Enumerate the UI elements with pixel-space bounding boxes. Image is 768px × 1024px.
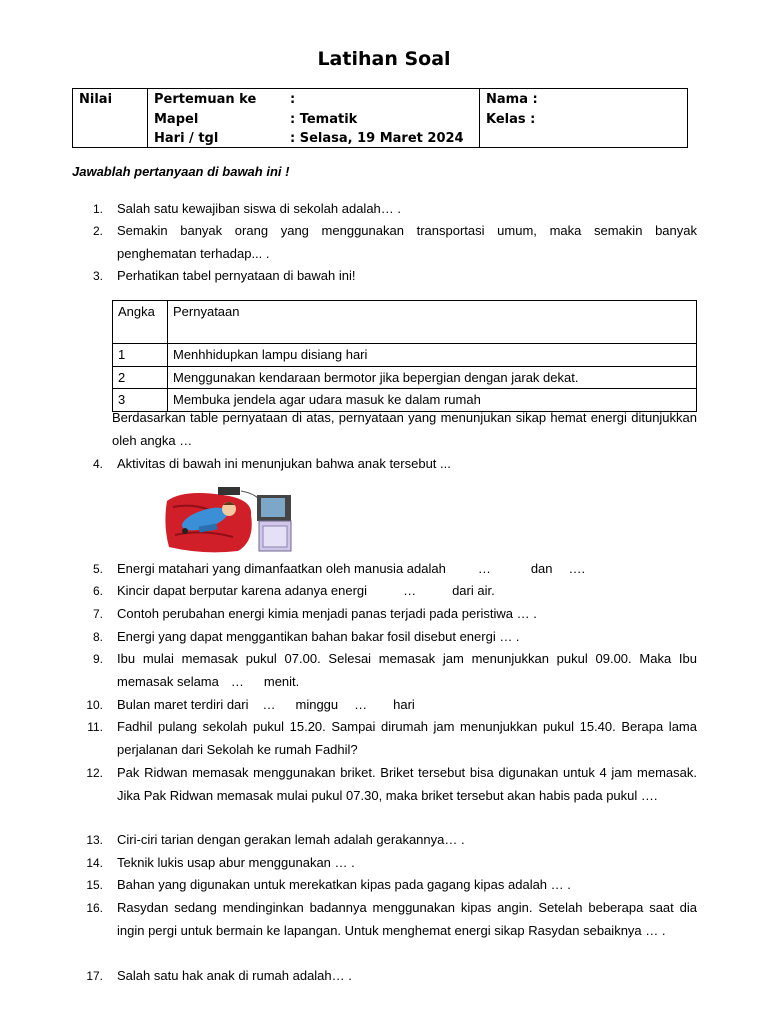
after-table-text: Berdasarkan table pernyataan di atas, pernyataan yang menunjukan sikap hemat energi ditunjukkan oleh angka … [112, 410, 697, 448]
question-text: Ciri-ciri tarian dengan gerakan lemah adalah gerakannya… . [117, 832, 465, 847]
question-text [117, 648, 697, 693]
table-cell: Membuka jendela agar udara masuk ke dalam rumah [168, 389, 697, 412]
answer-blank: … [262, 697, 276, 712]
table-cell: 3 [113, 389, 168, 412]
pertemuan-label: Pertemuan ke [154, 92, 257, 107]
question-number: 1. [92, 202, 103, 216]
question-number: 4. [92, 457, 103, 471]
question-text [117, 694, 697, 717]
question-text: Teknik lukis usap abur menggunakan … . [117, 855, 355, 870]
question-text-mid: menit. [263, 673, 300, 689]
nilai-label: Nilai [79, 92, 113, 107]
question-number: 14. [86, 856, 103, 870]
nama-label: Nama : [486, 92, 538, 107]
table-header-cell: Angka [113, 301, 168, 344]
instruction: Jawablah pertanyaan di bawah ini ! [72, 164, 290, 179]
kelas-label: Kelas : [486, 111, 536, 127]
answer-blank: …. [568, 561, 586, 576]
question-text [117, 580, 697, 603]
mapel-value: : Tematik [290, 111, 358, 127]
question-text: Aktivitas di bawah ini menunjukan bahwa anak tersebut ... [117, 456, 451, 471]
question-number: 3. [92, 269, 103, 283]
question-text: Bahan yang digunakan untuk merekatkan kipas pada gagang kipas adalah … . [117, 877, 571, 892]
table-header-row [113, 301, 697, 344]
answer-blank: … [230, 673, 244, 689]
question-number: 17. [86, 969, 103, 983]
question-text-end: hari [393, 697, 415, 712]
answer-blank: … [403, 583, 417, 598]
question-text: Salah satu hak anak di rumah adalah… . [117, 968, 352, 983]
question-text-main: Bulan maret terdiri dari [117, 697, 249, 712]
child-watching-tv-illustration-icon [163, 485, 298, 555]
question-text [117, 558, 697, 581]
mapel-label: Mapel [154, 111, 199, 127]
question-number: 11. [87, 720, 103, 734]
question-number: 12. [86, 766, 103, 780]
question-text: Fadhil pulang sekolah pukul 15.20. Sampai dirumah jam menunjukkan pukul 15.40. Berapa lama perjalanan dari Sekolah ke rumah Fadhil? [117, 719, 697, 757]
table-row [113, 344, 697, 367]
answer-blank: … [354, 697, 368, 712]
table-header-cell: Pernyataan [168, 301, 697, 344]
statement-table [112, 300, 697, 412]
pertemuan-value: : [290, 92, 296, 107]
answer-blank: … [477, 561, 491, 576]
student-cell [480, 89, 687, 147]
question-number: 8. [92, 630, 103, 644]
question-number: 10. [86, 698, 103, 712]
question-text: Rasydan sedang mendinginkan badannya menggunakan kipas angin. Setelah beberapa saat dia ingin pergi untuk bermain ke lapangan. Untuk menghemat energi sikap Rasydan sebaiknya … . [117, 900, 697, 938]
question-number: 6. [92, 584, 103, 598]
question-number: 15. [86, 878, 103, 892]
hari-value: : Selasa, 19 Maret 2024 [290, 131, 464, 146]
question-number: 2. [92, 224, 103, 238]
question-number: 7. [92, 607, 103, 621]
question-text-mid: minggu [295, 697, 339, 712]
question-number: 9. [92, 652, 103, 666]
nilai-cell [73, 89, 148, 147]
table-cell: 1 [113, 344, 168, 367]
table-cell: 2 [113, 366, 168, 389]
question-text-main: Kincir dapat berputar karena adanya energi [117, 583, 368, 598]
question-text: Contoh perubahan energi kimia menjadi panas terjadi pada peristiwa … . [117, 606, 537, 621]
question-number: 16. [86, 901, 103, 915]
page-title: Latihan Soal [317, 48, 451, 70]
question-text-main: Energi matahari yang dimanfaatkan oleh manusia adalah [117, 561, 446, 576]
table-row [113, 366, 697, 389]
table-cell: Menhhidupkan lampu disiang hari [168, 344, 697, 367]
table-cell: Menggunakan kendaraan bermotor jika bepergian dengan jarak dekat. [168, 366, 697, 389]
question-text: Salah satu kewajiban siswa di sekolah adalah… . [117, 201, 402, 216]
question-number: 13. [86, 833, 103, 847]
question-text: Pak Ridwan memasak menggunakan briket. Briket tersebut bisa digunakan untuk 4 jam memasak. Jika Pak Ridwan memasak mulai pukul 07.30, maka briket tersebut akan habis pada pukul …. [117, 765, 697, 803]
question-text: Energi yang dapat menggantikan bahan bakar fosil disebut energi … . [117, 629, 520, 644]
question-text-main: Ibu mulai memasak pukul 07.00. Selesai memasak jam menunjukkan pukul 09.00. Maka Ibu memasak selama [117, 651, 697, 689]
question-text-mid: dari air. [452, 583, 495, 598]
question-text: Semakin banyak orang yang menggunakan transportasi umum, maka semakin banyak penghematan terhadap... . [117, 223, 697, 261]
info-cell [148, 89, 480, 147]
question-text-mid: dan [530, 561, 553, 576]
header-table [72, 88, 688, 148]
question-text: Perhatikan tabel pernyataan di bawah ini! [117, 268, 356, 283]
question-number: 5. [92, 562, 103, 576]
hari-label: Hari / tgl [154, 131, 219, 146]
